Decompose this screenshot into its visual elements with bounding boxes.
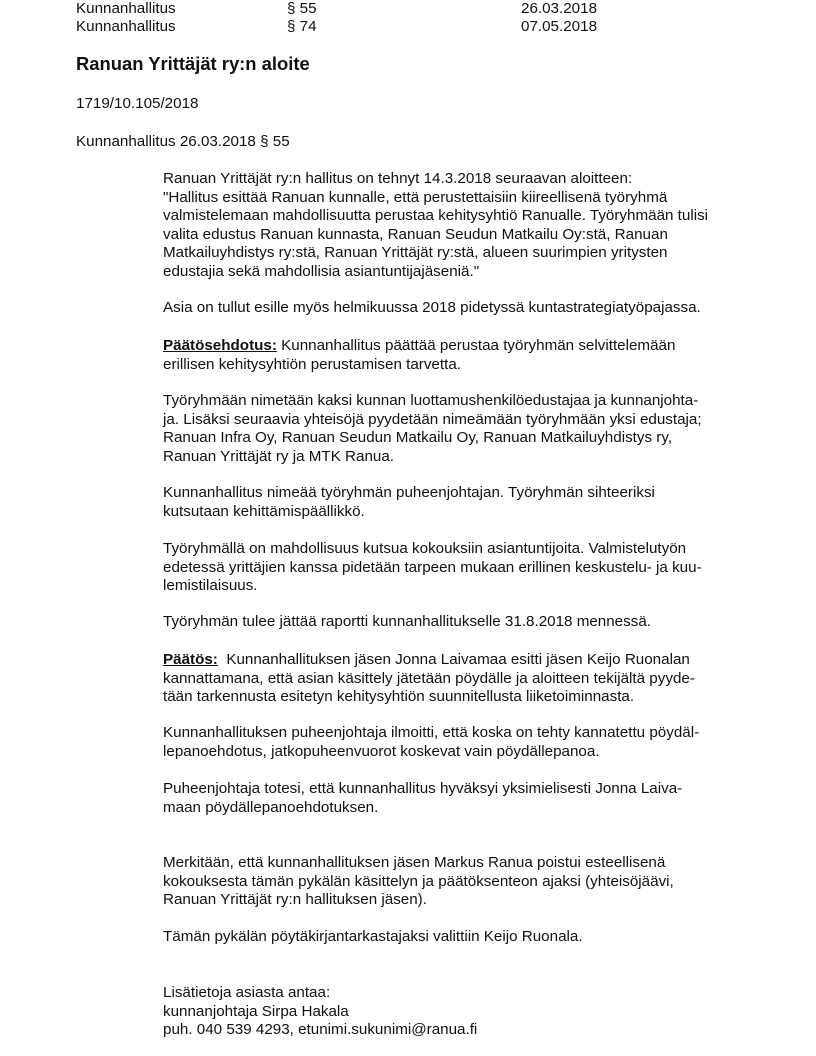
- text-line: Puheenjohtaja totesi, että kunnanhallitus hyväksyi yksimielisesti Jonna Laiva-: [163, 780, 683, 797]
- disqualification-paragraph: [163, 854, 753, 910]
- text-line: kokouksesta tämän pykälän käsittelyn ja päätöksenteon ajaksi (yhteisöjäävi,: [163, 872, 674, 890]
- experts-paragraph: [163, 540, 753, 596]
- history-date: 07.05.2018: [521, 18, 598, 35]
- decision-label: Päätös:: [163, 651, 218, 668]
- approval-paragraph: [163, 780, 753, 817]
- text-line: "Hallitus esittää Ranuan kunnalle, että perustettaisiin kiireellisenä työryhmä: [163, 188, 668, 206]
- history-section: § 55: [287, 0, 317, 17]
- text-line: Kunnanhallitus nimeää työryhmän puheenjohtajan. Työryhmän sihteeriksi: [163, 484, 655, 501]
- text-line: Työryhmällä on mahdollisuus kutsua kokouksiin asiantuntijoita. Valmistelutyön: [163, 540, 687, 557]
- chair-announcement-paragraph: [163, 724, 753, 761]
- minutes-checker-paragraph: [163, 928, 753, 947]
- text-line: lepanoehdotus, jatkopuheenvuorot koskevat vain pöydällepanoa.: [163, 742, 600, 760]
- text-line: Asia on tullut esille myös helmikuussa 2018 pidetyssä kuntastrategiatyöpajassa.: [163, 299, 701, 316]
- diary-number: 1719/10.105/2018: [76, 95, 199, 112]
- working-group-paragraph: [163, 392, 753, 466]
- text-line: Merkitään, että kunnanhallituksen jäsen Markus Ranua poistui esteellisenä: [163, 854, 666, 871]
- contact-info: [163, 984, 753, 1040]
- text-line: kannattamana, että asian käsittely jätetään pöydälle ja aloitteen tekijältä pyyde-: [163, 669, 695, 687]
- history-body: Kunnanhallitus: [76, 18, 176, 35]
- text-line: maan pöydällepanoehdotuksen.: [163, 798, 379, 816]
- contact-heading: Lisätietoja asiasta antaa:: [163, 984, 331, 1001]
- text-line: Kunnanhallitus päättää perustaa työryhmän selvittelemään: [276, 337, 676, 354]
- history-date: 26.03.2018: [521, 0, 598, 17]
- text-line: Työryhmään nimetään kaksi kunnan luottamushenkilöedustajaa ja kunnanjohta-: [163, 392, 699, 409]
- proposal-paragraph: [163, 337, 753, 374]
- text-line: Ranuan Yrittäjät ry ja MTK Ranua.: [163, 447, 395, 465]
- text-line: Ranuan Yrittäjät ry:n hallitus on tehnyt 14.3.2018 seuraavan aloitteen:: [163, 170, 633, 187]
- text-line: valita edustus Ranuan kunnasta, Ranuan Seudun Matkailu Oy:stä, Ranuan: [163, 225, 668, 243]
- contact-details: puh. 040 539 4293, etunimi.sukunimi@ranua.fi: [163, 1021, 478, 1039]
- background-paragraph: [163, 299, 753, 318]
- chair-paragraph: [163, 484, 753, 521]
- proposal-label: Päätösehdotus:: [163, 337, 277, 354]
- text-line: kutsutaan kehittämispäällikkö.: [163, 502, 365, 520]
- text-line: edustajia sekä mahdollisia asiantuntijajäseniä.": [163, 262, 480, 280]
- text-line: Tämän pykälän pöytäkirjantarkastajaksi valittiin Keijo Ruonala.: [163, 928, 583, 945]
- text-line: tään tarkennusta esitetyn kehitysyhtiön suunnitellusta liiketoiminnasta.: [163, 688, 635, 706]
- text-line: Kunnanhallituksen jäsen Jonna Laivamaa esitti jäsen Keijo Ruonalan: [217, 651, 690, 668]
- meeting-reference: Kunnanhallitus 26.03.2018 § 55: [76, 133, 290, 150]
- text-line: Työryhmän tulee jättää raportti kunnanhallitukselle 31.8.2018 mennessä.: [163, 613, 651, 630]
- history-body: Kunnanhallitus: [76, 0, 176, 17]
- document-title: Ranuan Yrittäjät ry:n aloite: [76, 53, 310, 74]
- text-line: Ranuan Infra Oy, Ranuan Seudun Matkailu Oy, Ranuan Matkailuyhdistys ry,: [163, 429, 673, 447]
- contact-person: kunnanjohtaja Sirpa Hakala: [163, 1002, 349, 1020]
- text-line: ja. Lisäksi seuraavia yhteisöjä pyydetään nimeämään työryhmään yksi edustaja;: [163, 410, 702, 428]
- text-line: Kunnanhallituksen puheenjohtaja ilmoitti, että koska on tehty kannatettu pöydäl-: [163, 724, 700, 741]
- text-line: Matkailuyhdistys ry:stä, Ranuan Yrittäjät ry:stä, alueen suurimpien yritysten: [163, 244, 668, 262]
- text-line: Ranuan Yrittäjät ry:n hallituksen jäsen).: [163, 891, 427, 909]
- text-line: valmistelemaan mahdollisuutta perustaa kehitysyhtiö Ranualle. Työryhmään tulisi: [163, 207, 709, 225]
- history-section: § 74: [287, 18, 317, 35]
- decision-paragraph: [163, 651, 753, 707]
- text-line: erillisen kehitysyhtiön perustamisen tarvetta.: [163, 355, 461, 373]
- text-line: lemistilaisuus.: [163, 577, 258, 595]
- deadline-paragraph: [163, 613, 753, 632]
- initiative-paragraph: [163, 170, 753, 282]
- text-line: edetessä yrittäjien kanssa pidetään tarpeen mukaan erillinen keskustelu- ja kuu-: [163, 558, 702, 576]
